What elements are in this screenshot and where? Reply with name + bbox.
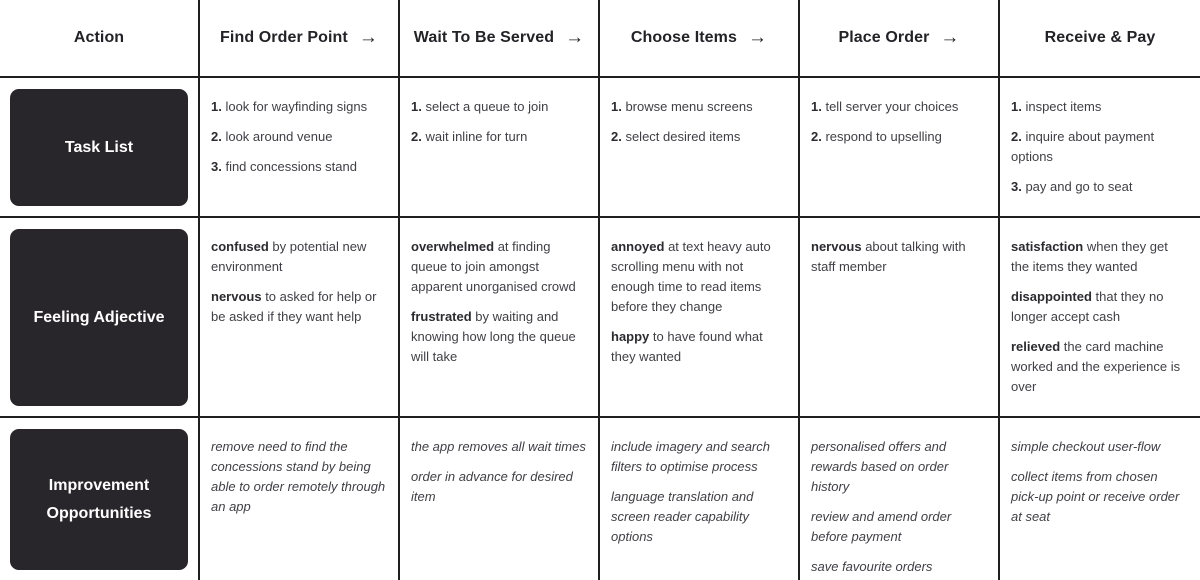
cell-paragraph: save favourite orders	[811, 559, 933, 574]
stage-header-label: Choose Items	[630, 29, 737, 46]
cell-paragraph: personalised offers and rewards based on order history	[811, 439, 949, 494]
cell-paragraph: 2. wait inline for turn	[411, 129, 528, 144]
stage-header-find-order-point	[200, 0, 400, 78]
row-label-cell-improvement-opportunities	[0, 418, 200, 580]
cell-paragraph: 2. look around venue	[211, 129, 333, 144]
right-arrow-icon: →	[940, 26, 960, 48]
row-label-box-improvement-opportunities: Improvement Opportunities	[10, 429, 188, 570]
cell-paragraph: annoyed at text heavy auto scrolling menu with not enough time to read items before they change	[611, 239, 771, 314]
cell-task-list-place-order	[800, 78, 1000, 218]
right-arrow-icon: →	[748, 26, 768, 48]
cell-feeling-adjective-receive-and-pay	[1000, 218, 1200, 418]
cell-paragraph: order in advance for desired item	[411, 469, 573, 504]
row-label-cell-feeling-adjective	[0, 218, 200, 418]
cell-paragraph: nervous about talking with staff member	[811, 239, 966, 274]
stage-header-label: Find Order Point	[220, 29, 348, 46]
cell-paragraph: remove need to find the concessions stand by being able to order remotely through an app	[211, 439, 386, 514]
cell-task-list-receive-and-pay	[1000, 78, 1200, 218]
cell-task-list-wait-to-be-served	[400, 78, 600, 218]
cell-feeling-adjective-choose-items	[600, 218, 800, 418]
column-header-action	[0, 0, 200, 78]
stage-header-place-order	[800, 0, 1000, 78]
cell-paragraph: language translation and screen reader capability options	[611, 489, 754, 544]
cell-paragraph: 1. select a queue to join	[411, 99, 549, 114]
row-label-box-task-list: Task List	[10, 89, 188, 206]
cell-improvement-opportunities-receive-and-pay	[1000, 418, 1200, 580]
cell-improvement-opportunities-wait-to-be-served	[400, 418, 600, 580]
row-label-box-feeling-adjective: Feeling Adjective	[10, 229, 188, 406]
cell-paragraph: relieved the card machine worked and the experience is over	[1011, 339, 1181, 394]
cell-paragraph: simple checkout user-flow	[1011, 439, 1161, 454]
column-header-action-label: Action	[73, 29, 125, 46]
cell-paragraph: collect items from chosen pick-up point or receive order at seat	[1011, 469, 1180, 524]
cell-paragraph: confused by potential new environment	[211, 239, 367, 274]
stage-header-label: Place Order	[838, 29, 930, 46]
cell-paragraph: 3. find concessions stand	[211, 159, 357, 174]
stage-header-label: Wait To Be Served	[413, 29, 555, 46]
cell-paragraph: 1. tell server your choices	[811, 99, 959, 114]
stage-header-wait-to-be-served	[400, 0, 600, 78]
stage-header-receive-and-pay	[1000, 0, 1200, 78]
right-arrow-icon: →	[358, 26, 378, 48]
cell-paragraph: nervous to asked for help or be asked if they want help	[211, 289, 377, 324]
cell-paragraph: happy to have found what they wanted	[611, 329, 763, 364]
cell-paragraph: overwhelmed at finding queue to join amongst apparent unorganised crowd	[411, 239, 576, 294]
right-arrow-icon: →	[565, 26, 585, 48]
cell-paragraph: 1. inspect items	[1011, 99, 1102, 114]
cell-feeling-adjective-find-order-point	[200, 218, 400, 418]
cell-improvement-opportunities-choose-items	[600, 418, 800, 580]
cell-feeling-adjective-wait-to-be-served	[400, 218, 600, 418]
cell-paragraph: 3. pay and go to seat	[1011, 179, 1133, 194]
stage-header-label: Receive & Pay	[1044, 29, 1156, 46]
cell-improvement-opportunities-find-order-point	[200, 418, 400, 580]
row-label-cell-task-list	[0, 78, 200, 218]
cell-paragraph: 2. inquire about payment options	[1011, 129, 1155, 164]
cell-paragraph: disappointed that they no longer accept cash	[1011, 289, 1164, 324]
cell-feeling-adjective-place-order	[800, 218, 1000, 418]
cell-task-list-choose-items	[600, 78, 800, 218]
stage-header-choose-items	[600, 0, 800, 78]
cell-improvement-opportunities-place-order	[800, 418, 1000, 580]
cell-task-list-find-order-point	[200, 78, 400, 218]
cell-paragraph: 1. browse menu screens	[611, 99, 753, 114]
cell-paragraph: the app removes all wait times	[411, 439, 586, 454]
cell-paragraph: review and amend order before payment	[811, 509, 952, 544]
cell-paragraph: 2. respond to upselling	[811, 129, 942, 144]
cell-paragraph: 2. select desired items	[611, 129, 741, 144]
cell-paragraph: 1. look for wayfinding signs	[211, 99, 368, 114]
cell-paragraph: include imagery and search filters to optimise process	[611, 439, 770, 474]
cell-paragraph: frustrated by waiting and knowing how long the queue will take	[411, 309, 576, 364]
cell-paragraph: satisfaction when they get the items they wanted	[1011, 239, 1168, 274]
